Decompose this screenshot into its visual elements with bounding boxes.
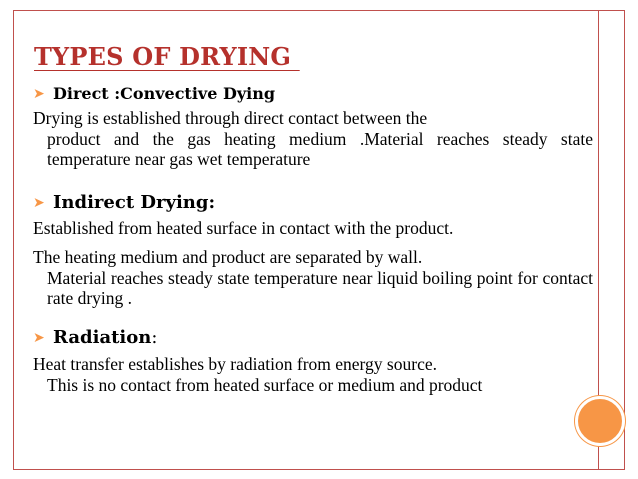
paragraph-first-line: Established from heated surface in contact with the product. [33, 218, 454, 238]
section-heading-label: Direct :Convective Dying [53, 84, 276, 103]
section-heading-suffix: : [151, 327, 158, 348]
paragraph-first-line: Heat transfer establishes by radiation from energy source. [33, 354, 437, 374]
paragraph-indirect-2 [33, 247, 593, 309]
slide-title: TYPES OF DRYING [34, 42, 300, 71]
orange-circle-decoration [575, 396, 625, 446]
section-heading-direct [33, 84, 275, 103]
arrow-bullet-icon: ➤ [33, 194, 45, 211]
paragraph-radiation [33, 354, 593, 395]
paragraph-first-line: Drying is established through direct contact between the [33, 108, 428, 128]
section-heading-radiation [33, 327, 157, 348]
arrow-bullet-icon: ➤ [33, 85, 45, 102]
slide-border [13, 10, 625, 470]
arrow-bullet-icon: ➤ [33, 329, 45, 346]
paragraph-first-line: The heating medium and product are separated by wall. [33, 247, 423, 267]
section-heading-indirect [33, 192, 215, 213]
section-heading-label: Indirect Drying: [53, 192, 216, 213]
paragraph-continuation: This is no contact from heated surface or medium and product [47, 374, 483, 395]
paragraph-direct [33, 108, 593, 170]
paragraph-indirect-1 [33, 218, 593, 239]
paragraph-continuation: Material reaches steady state temperature near liquid boiling point for contact rate drying . [47, 267, 593, 308]
paragraph-continuation: product and the gas heating medium .Material reaches steady state temperature near gas wet temperature [47, 128, 593, 169]
section-heading-label: Radiation [53, 327, 152, 348]
